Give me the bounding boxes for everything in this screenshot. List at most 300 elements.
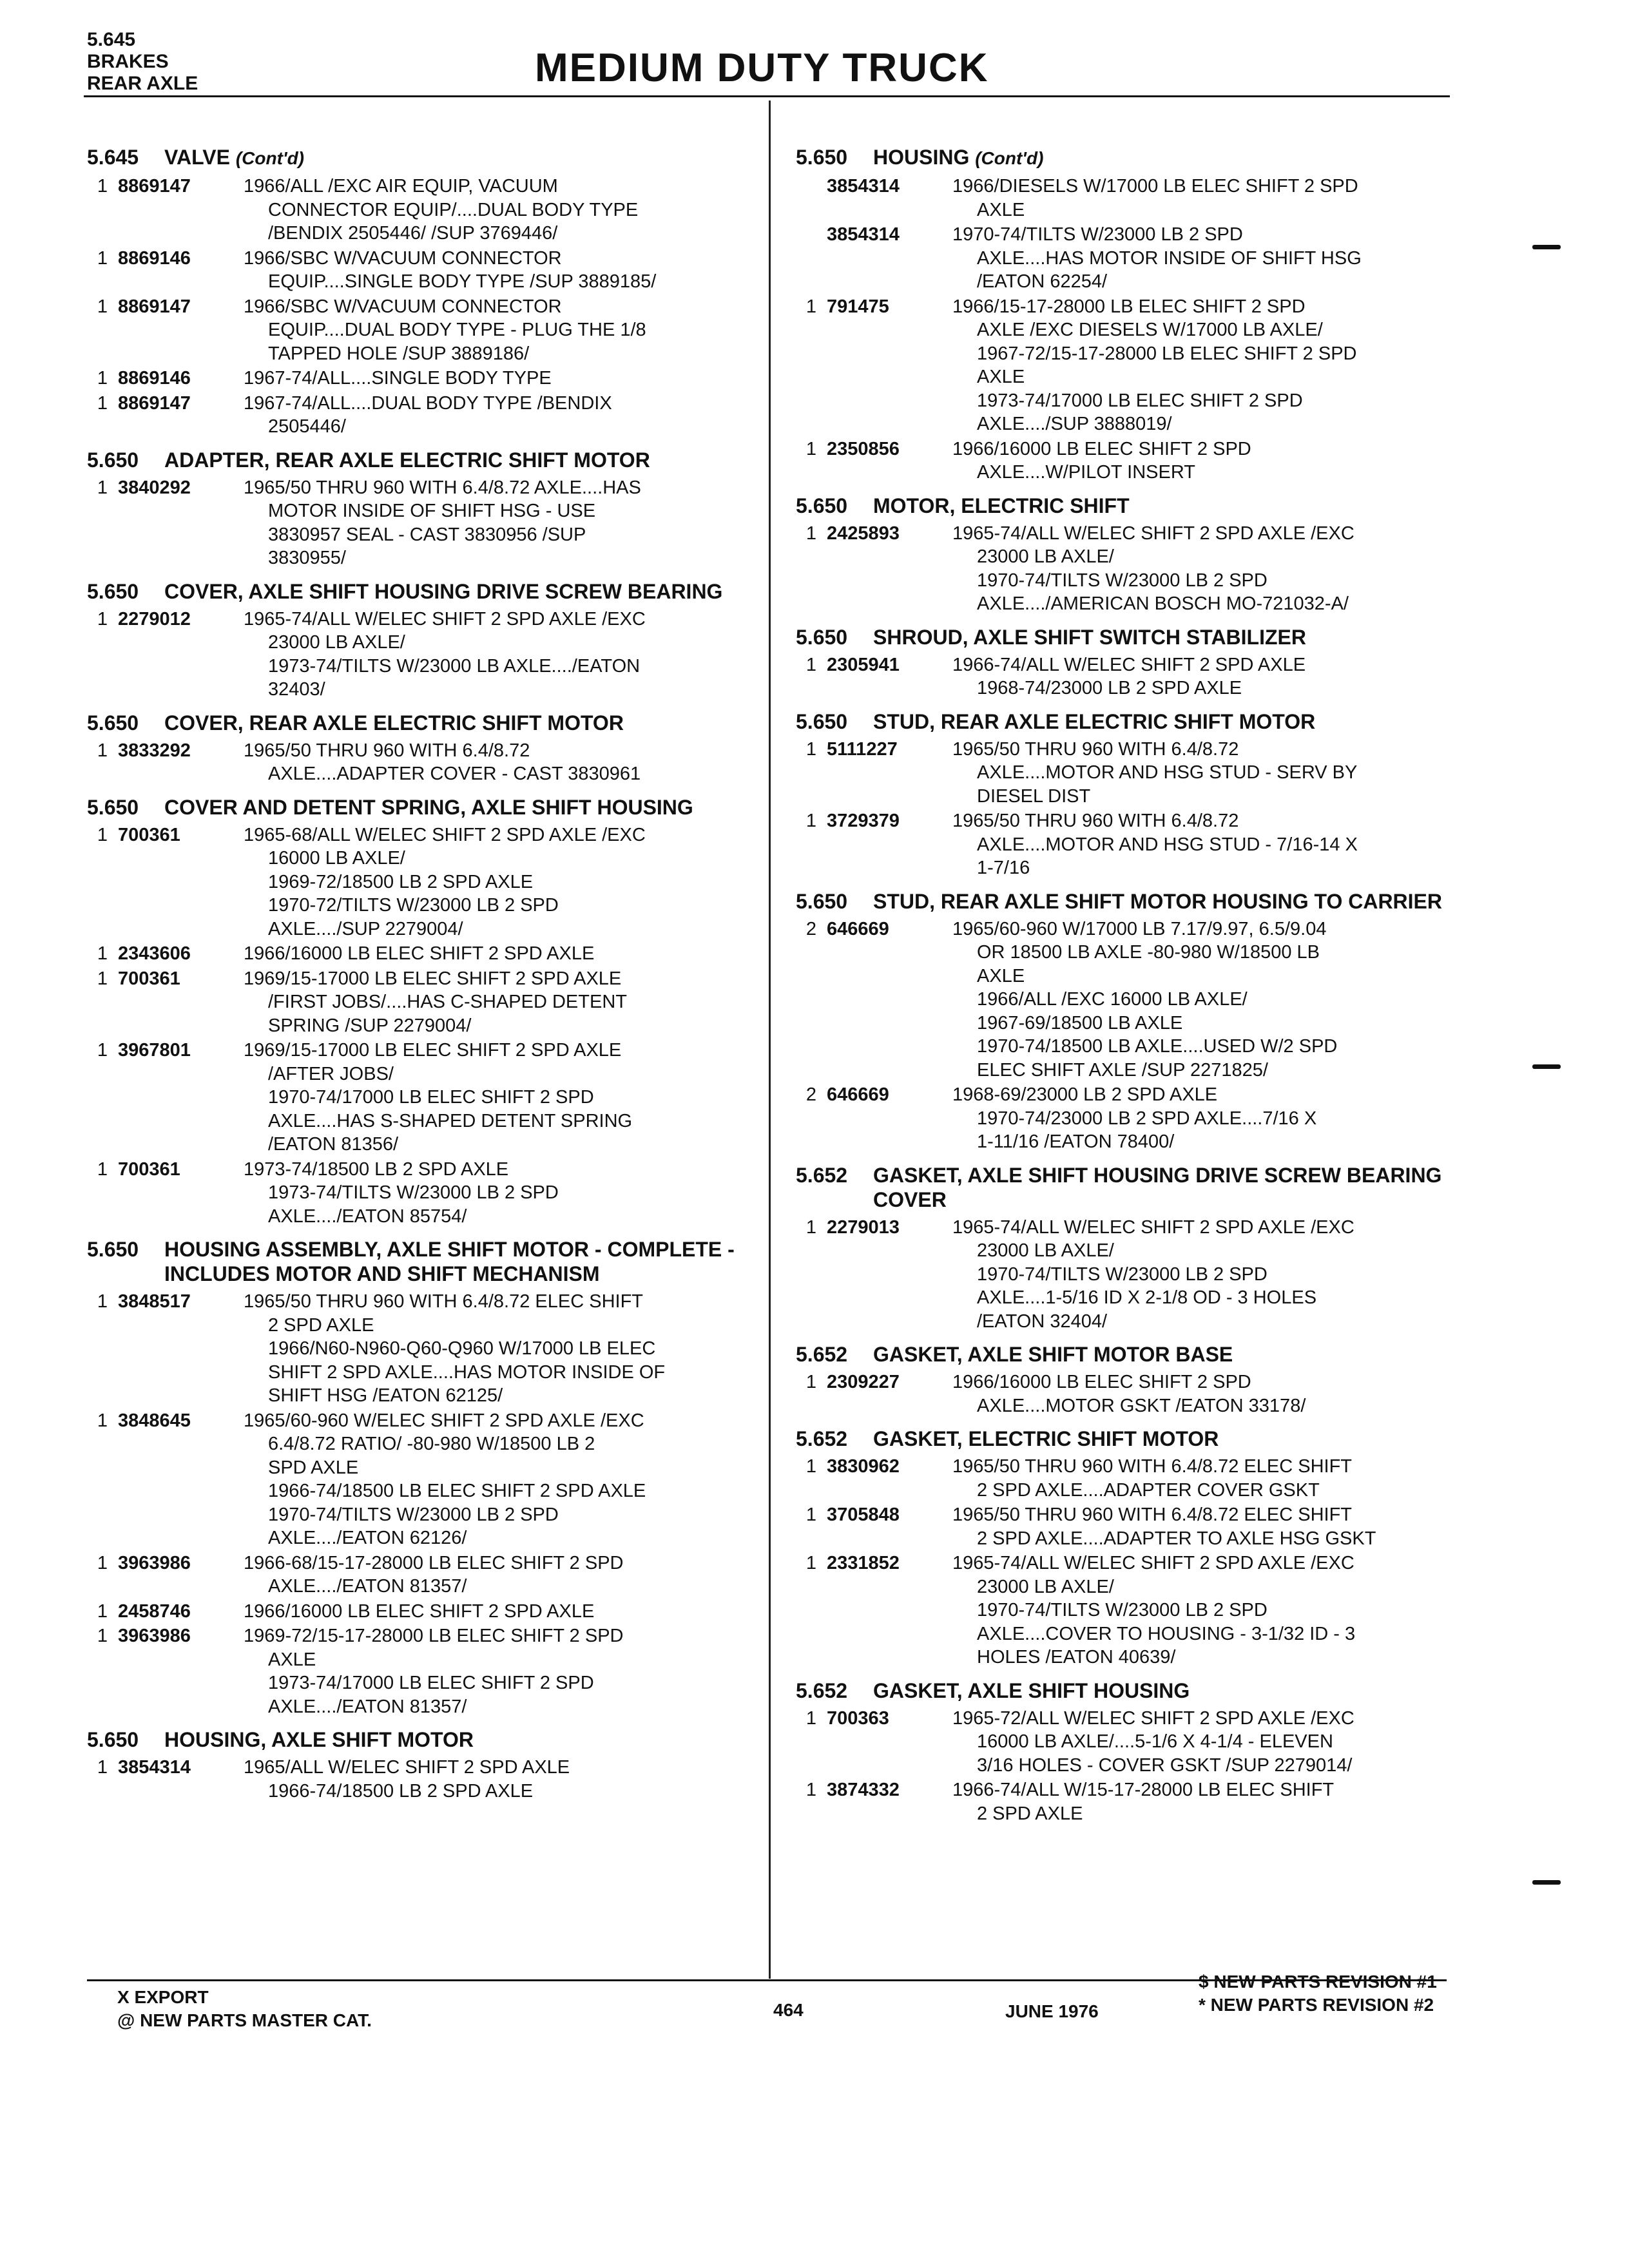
quantity [796, 175, 827, 222]
part-entry [796, 1370, 1466, 1418]
part-entry [87, 392, 757, 439]
application-line: /EATON 32404/ [977, 1311, 1108, 1332]
application-text [244, 392, 757, 439]
section-title-group [873, 1427, 1466, 1451]
application-text [244, 608, 757, 702]
application-text [952, 295, 1466, 436]
quantity: 1 [805, 1456, 817, 1477]
part-entry [87, 1600, 757, 1624]
quantity: 2 [805, 918, 817, 939]
header-group: BRAKES [87, 51, 169, 72]
application-line: AXLE....ADAPTER COVER - CAST 3830961 [268, 764, 641, 784]
part-number: 2279013 [827, 1216, 900, 1238]
application-line: AXLE....MOTOR AND HSG STUD - SERV BY [977, 762, 1358, 783]
application-line: 1966-74/ALL W/15-17-28000 LB ELEC SHIFT [952, 1780, 1335, 1800]
parts-section [87, 448, 757, 570]
application-line: SHIFT 2 SPD AXLE....HAS MOTOR INSIDE OF [268, 1361, 666, 1383]
quantity: 1 [97, 247, 108, 269]
part-number: 3840292 [118, 477, 191, 498]
part-number: 3830962 [827, 1456, 900, 1477]
section-code: 5.650 [87, 448, 139, 472]
application-text [952, 809, 1466, 880]
section-title-group [873, 709, 1466, 734]
section-heading [87, 1237, 757, 1286]
part-number: 3854314 [118, 1757, 191, 1778]
application-text [952, 1778, 1466, 1825]
part-number: 8869147 [118, 176, 191, 197]
application-text [952, 1216, 1466, 1334]
application-line: 1969/15-17000 LB ELEC SHIFT 2 SPD AXLE [244, 968, 622, 989]
section-title-group [873, 625, 1466, 649]
application-line: 16000 LB AXLE/ [268, 848, 405, 869]
application-line: AXLE....W/PILOT INSERT [977, 462, 1195, 483]
application-line: 1970-74/TILTS W/23000 LB 2 SPD [268, 1504, 559, 1525]
application-line: 1966/ALL /EXC 16000 LB AXLE/ [977, 989, 1248, 1010]
part-number: 8869146 [118, 368, 191, 389]
part-number: 646669 [827, 1084, 889, 1105]
application-line: 2 SPD AXLE....ADAPTER COVER GSKT [977, 1479, 1320, 1501]
application-line: 1970-74/23000 LB 2 SPD AXLE....7/16 X [977, 1108, 1317, 1129]
application-line: 1965/50 THRU 960 WITH 6.4/8.72 ELEC SHIFT [244, 1291, 644, 1312]
application-line: 1965/60-960 W/ELEC SHIFT 2 SPD AXLE /EXC [244, 1410, 644, 1431]
section-title-group [164, 795, 757, 820]
application-line: 1973-74/TILTS W/23000 LB 2 SPD [268, 1182, 559, 1203]
application-line: MOTOR INSIDE OF SHIFT HSG - USE [268, 501, 596, 521]
application-text [244, 739, 757, 786]
application-line: 1966-68/15-17-28000 LB ELEC SHIFT 2 SPD [244, 1552, 624, 1573]
application-text [244, 1624, 757, 1718]
application-line: 2 SPD AXLE [268, 1314, 374, 1336]
application-line: 6.4/8.72 RATIO/ -80-980 W/18500 LB 2 [268, 1434, 595, 1454]
section-code: 5.650 [796, 889, 848, 913]
application-line: 1965/50 THRU 960 WITH 6.4/8.72 AXLE....HAS [244, 477, 641, 498]
application-line: 1969/15-17000 LB ELEC SHIFT 2 SPD AXLE [244, 1040, 622, 1061]
quantity: 1 [97, 392, 108, 414]
master-note: @ NEW PARTS MASTER CAT. [117, 2010, 372, 2030]
application-text [244, 1158, 757, 1229]
application-line: AXLE [977, 199, 1025, 220]
section-title: COVER, REAR AXLE ELECTRIC SHIFT MOTOR [164, 711, 624, 735]
parts-section [796, 889, 1466, 1154]
part-number: 8869147 [118, 296, 191, 317]
application-line: 1-7/16 [977, 858, 1030, 878]
application-line: 1969-72/15-17-28000 LB ELEC SHIFT 2 SPD [244, 1626, 624, 1646]
section-code: 5.652 [796, 1343, 848, 1366]
parts-section [796, 1163, 1466, 1334]
quantity: 1 [97, 824, 108, 845]
section-heading [796, 1163, 1466, 1212]
application-line: 1966/16000 LB ELEC SHIFT 2 SPD AXLE [244, 1600, 595, 1622]
application-line: 1-11/16 /EATON 78400/ [977, 1131, 1175, 1152]
part-number: 700361 [118, 968, 180, 989]
part-number: 3854314 [827, 224, 900, 245]
application-line: 1970-74/TILTS W/23000 LB 2 SPD [977, 1600, 1268, 1620]
application-line: DIESEL DIST [977, 785, 1091, 807]
application-line: 1966/SBC W/VACUUM CONNECTOR [244, 296, 562, 317]
application-line: 3830957 SEAL - CAST 3830956 /SUP [268, 524, 586, 545]
application-line: 23000 LB AXLE/ [977, 546, 1114, 567]
quantity: 1 [97, 1291, 108, 1312]
part-entry [796, 809, 1466, 880]
section-code: 5.650 [796, 709, 848, 733]
quantity: 1 [805, 1372, 817, 1392]
quantity: 1 [97, 176, 108, 197]
footer-legend-left [117, 1986, 372, 2032]
application-line: 3830955/ [268, 548, 346, 568]
application-text [244, 247, 757, 294]
application-line: AXLE....MOTOR GSKT /EATON 33178/ [977, 1395, 1306, 1416]
parts-section [87, 711, 757, 786]
section-title: GASKET, AXLE SHIFT HOUSING [873, 1678, 1190, 1702]
parts-section [87, 145, 757, 439]
section-heading [87, 145, 757, 171]
section-title: STUD, REAR AXLE ELECTRIC SHIFT MOTOR [873, 709, 1316, 733]
application-line: EQUIP....SINGLE BODY TYPE /SUP 3889185/ [268, 271, 657, 292]
application-text [952, 653, 1466, 700]
section-title: GASKET, AXLE SHIFT HOUSING DRIVE SCREW BEARING COVER [873, 1163, 1442, 1211]
application-line: 3/16 HOLES - COVER GSKT /SUP 2279014/ [977, 1754, 1353, 1776]
application-text [952, 1083, 1466, 1154]
part-number: 2343606 [118, 943, 191, 964]
part-number: 2309227 [827, 1372, 900, 1392]
part-entry [796, 738, 1466, 809]
parts-section [796, 1427, 1466, 1669]
application-text [244, 295, 757, 366]
part-entry [87, 1158, 757, 1229]
part-number: 3963986 [118, 1626, 191, 1646]
section-title-group [164, 579, 757, 604]
section-heading [87, 448, 757, 472]
footer-legend-right [1199, 1970, 1437, 2017]
part-number: 3833292 [118, 740, 191, 761]
application-line: AXLE..../EATON 62126/ [268, 1528, 467, 1548]
application-line: 1965-72/ALL W/ELEC SHIFT 2 SPD AXLE /EXC [952, 1707, 1354, 1729]
application-line: AXLE....1-5/16 ID X 2-1/8 OD - 3 HOLES [977, 1287, 1317, 1308]
section-title-group [873, 1678, 1466, 1703]
part-number: 2305941 [827, 654, 900, 675]
part-entry [796, 1778, 1466, 1825]
application-text [952, 1503, 1466, 1550]
quantity: 1 [97, 1552, 108, 1573]
section-title: GASKET, AXLE SHIFT MOTOR BASE [873, 1343, 1233, 1366]
section-title: MOTOR, ELECTRIC SHIFT [873, 494, 1130, 517]
section-title: COVER AND DETENT SPRING, AXLE SHIFT HOUSING [164, 795, 693, 819]
application-text [952, 1370, 1466, 1418]
parts-section [796, 494, 1466, 616]
part-entry [796, 437, 1466, 485]
application-text [952, 1455, 1466, 1502]
quantity: 1 [97, 1626, 108, 1646]
application-line: 1965/50 THRU 960 WITH 6.4/8.72 [952, 738, 1239, 760]
application-text [244, 823, 757, 941]
application-line: OR 18500 LB AXLE -80-980 W/18500 LB [977, 942, 1320, 963]
section-title: GASKET, ELECTRIC SHIFT MOTOR [873, 1427, 1219, 1450]
quantity: 1 [805, 523, 817, 544]
section-heading [796, 1342, 1466, 1367]
part-number: 2350856 [827, 438, 900, 459]
quantity: 1 [97, 943, 108, 964]
section-heading [796, 1678, 1466, 1703]
part-number: 8869147 [118, 392, 191, 414]
application-line: AXLE....HAS MOTOR INSIDE OF SHIFT HSG [977, 247, 1362, 269]
quantity: 1 [97, 296, 108, 317]
quantity: 1 [97, 1040, 108, 1061]
quantity: 1 [805, 1216, 817, 1238]
quantity: 1 [97, 1600, 108, 1622]
application-text [952, 175, 1466, 222]
application-line: AXLE..../EATON 81357/ [268, 1696, 467, 1717]
application-text [244, 1039, 757, 1157]
application-line: 1966/16000 LB ELEC SHIFT 2 SPD AXLE [244, 943, 595, 964]
part-entry [87, 1624, 757, 1718]
part-entry [87, 175, 757, 245]
section-code: 5.652 [796, 1678, 848, 1702]
section-heading [796, 1427, 1466, 1451]
section-heading [87, 795, 757, 820]
application-line: AXLE....COVER TO HOUSING - 3-1/32 ID - 3 [977, 1623, 1356, 1644]
part-entry [796, 653, 1466, 700]
part-number: 791475 [827, 296, 889, 317]
application-text [952, 738, 1466, 809]
application-line: AXLE /EXC DIESELS W/17000 LB AXLE/ [977, 320, 1323, 340]
application-text [952, 1707, 1466, 1778]
parts-section [87, 1727, 757, 1803]
section-title-group [164, 711, 757, 735]
section-title: HOUSING ASSEMBLY, AXLE SHIFT MOTOR - COMPLETE - INCLUDES MOTOR AND SHIFT MECHANISM [164, 1238, 735, 1285]
application-line: 1966-74/18500 LB 2 SPD AXLE [268, 1780, 534, 1802]
part-number: 2458746 [118, 1600, 191, 1622]
application-line: CONNECTOR EQUIP/....DUAL BODY TYPE [268, 199, 639, 220]
application-line: /EATON 81356/ [268, 1134, 399, 1155]
section-heading [796, 625, 1466, 649]
parts-section [796, 709, 1466, 880]
part-entry [87, 1756, 757, 1803]
section-title-group [873, 889, 1466, 914]
section-heading [87, 711, 757, 735]
application-line: /BENDIX 2505446/ /SUP 3769446/ [268, 223, 558, 244]
application-line: 1966-74/18500 LB ELEC SHIFT 2 SPD AXLE [268, 1481, 646, 1501]
application-line: 1966/SBC W/VACUUM CONNECTOR [244, 247, 562, 269]
part-number: 2331852 [827, 1553, 900, 1573]
application-line: 1966-74/ALL W/ELEC SHIFT 2 SPD AXLE [952, 654, 1306, 675]
application-line: 1967-74/ALL....DUAL BODY TYPE /BENDIX [244, 392, 612, 414]
continued-note: (Cont'd) [975, 148, 1044, 168]
application-line: AXLE....MOTOR AND HSG STUD - 7/16-14 X [977, 834, 1358, 855]
quantity: 1 [805, 811, 817, 831]
section-code: 5.652 [796, 1163, 848, 1187]
application-line: AXLE..../EATON 81357/ [268, 1576, 467, 1597]
section-title: HOUSING [873, 146, 970, 169]
header-divider [84, 95, 1450, 97]
revision-note-2: * NEW PARTS REVISION #2 [1199, 1995, 1434, 2015]
application-line: AXLE [268, 1649, 316, 1670]
part-entry [87, 295, 757, 366]
section-title: SHROUD, AXLE SHIFT SWITCH STABILIZER [873, 625, 1306, 649]
section-title-group [164, 1727, 757, 1752]
section-title: ADAPTER, REAR AXLE ELECTRIC SHIFT MOTOR [164, 448, 650, 472]
part-entry [87, 739, 757, 786]
parts-section [87, 579, 757, 702]
application-line: 1965-74/ALL W/ELEC SHIFT 2 SPD AXLE /EXC [952, 523, 1354, 544]
quantity: 1 [805, 296, 817, 317]
application-line: 1966/N60-N960-Q60-Q960 W/17000 LB ELEC [268, 1338, 656, 1359]
application-line: 1973-74/TILTS W/23000 LB AXLE..../EATON [268, 655, 641, 677]
part-entry [796, 223, 1466, 294]
part-entry [796, 175, 1466, 222]
section-code: 5.650 [87, 1728, 139, 1751]
section-code: 5.650 [87, 579, 139, 603]
issue-date: JUNE 1976 [1005, 2001, 1099, 2021]
section-title-group [164, 145, 757, 171]
parts-section [87, 795, 757, 1229]
application-line: 1970-74/TILTS W/23000 LB 2 SPD [977, 570, 1268, 591]
section-title: COVER, AXLE SHIFT HOUSING DRIVE SCREW BEARING [164, 579, 723, 603]
quantity: 1 [805, 1707, 817, 1729]
part-number: 3729379 [827, 811, 900, 831]
part-entry [87, 476, 757, 570]
application-line: 1965-68/ALL W/ELEC SHIFT 2 SPD AXLE /EXC [244, 824, 646, 845]
part-entry [796, 918, 1466, 1082]
application-line: 1965/50 THRU 960 WITH 6.4/8.72 ELEC SHIFT [952, 1504, 1353, 1525]
application-line: 32403/ [268, 679, 325, 700]
application-line: /AFTER JOBS/ [268, 1063, 394, 1084]
application-line: AXLE..../EATON 85754/ [268, 1206, 467, 1227]
part-entry [87, 823, 757, 941]
section-title-group [164, 1237, 757, 1286]
quantity: 1 [97, 1757, 108, 1778]
part-entry [796, 1552, 1466, 1669]
application-line: 1965-74/ALL W/ELEC SHIFT 2 SPD AXLE /EXC [952, 1553, 1354, 1573]
application-line: 1970-72/TILTS W/23000 LB 2 SPD [268, 895, 559, 916]
export-note: X EXPORT [117, 1987, 209, 2007]
part-number: 5111227 [827, 738, 898, 760]
section-code: 5.650 [796, 146, 848, 169]
section-title-group [873, 494, 1466, 518]
part-entry [87, 608, 757, 702]
section-heading [796, 709, 1466, 734]
part-entry [796, 1455, 1466, 1502]
section-title-group [164, 448, 757, 472]
application-text [244, 476, 757, 570]
application-line: HOLES /EATON 40639/ [977, 1647, 1176, 1667]
section-title: HOUSING, AXLE SHIFT MOTOR [164, 1728, 474, 1751]
application-line: AXLE..../SUP 3888019/ [977, 414, 1172, 434]
application-line: 1968-74/23000 LB 2 SPD AXLE [977, 678, 1242, 698]
application-text [952, 522, 1466, 616]
application-line: 1970-74/18500 LB AXLE....USED W/2 SPD [977, 1036, 1338, 1057]
section-code: 5.650 [796, 494, 848, 517]
section-heading [796, 889, 1466, 914]
left-column [87, 145, 757, 1812]
right-column [796, 145, 1466, 1834]
application-text [244, 1552, 757, 1599]
quantity [796, 223, 827, 294]
application-line: 1970-74/17000 LB ELEC SHIFT 2 SPD [268, 1087, 594, 1108]
part-entry [87, 1290, 757, 1408]
application-line: 23000 LB AXLE/ [977, 1576, 1114, 1597]
part-number: 8869146 [118, 247, 191, 269]
application-line: AXLE....HAS S-SHAPED DETENT SPRING [268, 1110, 633, 1131]
application-line: 1973-74/17000 LB ELEC SHIFT 2 SPD [977, 390, 1303, 411]
application-text [244, 967, 757, 1038]
application-line: 1965-74/ALL W/ELEC SHIFT 2 SPD AXLE /EXC [952, 1216, 1354, 1238]
part-entry [87, 367, 757, 390]
application-line: 2 SPD AXLE [977, 1803, 1083, 1824]
application-line: TAPPED HOLE /SUP 3889186/ [268, 343, 530, 364]
quantity: 1 [97, 740, 108, 761]
parts-section [796, 1678, 1466, 1826]
application-line: 1966/16000 LB ELEC SHIFT 2 SPD [952, 438, 1251, 459]
application-line: 1966/ALL /EXC AIR EQUIP, VACUUM [244, 176, 558, 197]
application-text [244, 1290, 757, 1408]
part-entry [796, 1503, 1466, 1550]
application-line: SHIFT HSG /EATON 62125/ [268, 1385, 503, 1406]
application-text [244, 1600, 757, 1624]
application-line: 1973-74/17000 LB ELEC SHIFT 2 SPD [268, 1673, 594, 1693]
part-entry [87, 942, 757, 966]
application-line: SPD AXLE [268, 1457, 359, 1478]
section-title-group [873, 1342, 1466, 1367]
part-entry [87, 247, 757, 294]
part-number: 3963986 [118, 1552, 191, 1573]
application-line: /FIRST JOBS/....HAS C-SHAPED DETENT [268, 992, 627, 1012]
application-line: 1967-74/ALL....SINGLE BODY TYPE [244, 368, 552, 389]
part-number: 3967801 [118, 1040, 191, 1061]
section-heading [796, 145, 1466, 171]
margin-tick [1532, 1064, 1561, 1069]
header-subgroup: REAR AXLE [87, 73, 198, 94]
application-line: AXLE..../AMERICAN BOSCH MO-721032-A/ [977, 593, 1349, 614]
application-line: 1966/DIESELS W/17000 LB ELEC SHIFT 2 SPD [952, 176, 1358, 197]
part-number: 2425893 [827, 523, 900, 544]
parts-section [87, 1237, 757, 1718]
application-line: 1965/50 THRU 960 WITH 6.4/8.72 [952, 811, 1239, 831]
revision-note-1: $ NEW PARTS REVISION #1 [1199, 1972, 1437, 1992]
application-line: EQUIP....DUAL BODY TYPE - PLUG THE 1/8 [268, 320, 646, 340]
application-line: 1966/15-17-28000 LB ELEC SHIFT 2 SPD [952, 296, 1306, 317]
section-title: VALVE [164, 146, 230, 169]
page-number: 464 [773, 2000, 804, 2020]
application-line: /EATON 62254/ [977, 271, 1108, 292]
part-number: 3848517 [118, 1291, 191, 1312]
application-line: 1973-74/18500 LB 2 SPD AXLE [244, 1158, 509, 1180]
part-entry [796, 1083, 1466, 1154]
application-line: 1965-74/ALL W/ELEC SHIFT 2 SPD AXLE /EXC [244, 608, 646, 629]
quantity: 1 [97, 1410, 108, 1431]
section-code: 5.645 [87, 146, 139, 169]
part-number: 700363 [827, 1707, 889, 1729]
part-number: 3874332 [827, 1780, 900, 1800]
application-line: 1967-69/18500 LB AXLE [977, 1012, 1183, 1033]
section-heading [87, 1727, 757, 1752]
application-line: 23000 LB AXLE/ [268, 632, 405, 653]
section-heading [87, 579, 757, 604]
part-number: 3705848 [827, 1504, 900, 1525]
application-text [952, 223, 1466, 294]
application-line: 1970-74/TILTS W/23000 LB 2 SPD [977, 1264, 1268, 1285]
margin-tick [1532, 245, 1561, 249]
application-line: 2505446/ [268, 416, 346, 437]
application-line: 1967-72/15-17-28000 LB ELEC SHIFT 2 SPD [977, 343, 1357, 364]
quantity: 1 [805, 654, 817, 675]
quantity: 1 [805, 1780, 817, 1800]
parts-section [796, 145, 1466, 485]
quantity: 1 [97, 477, 108, 498]
application-line: AXLE..../SUP 2279004/ [268, 918, 463, 939]
quantity: 1 [97, 608, 108, 629]
application-line: 16000 LB AXLE/....5-1/6 X 4-1/4 - ELEVEN [977, 1731, 1333, 1752]
header-code: 5.645 [87, 29, 136, 50]
